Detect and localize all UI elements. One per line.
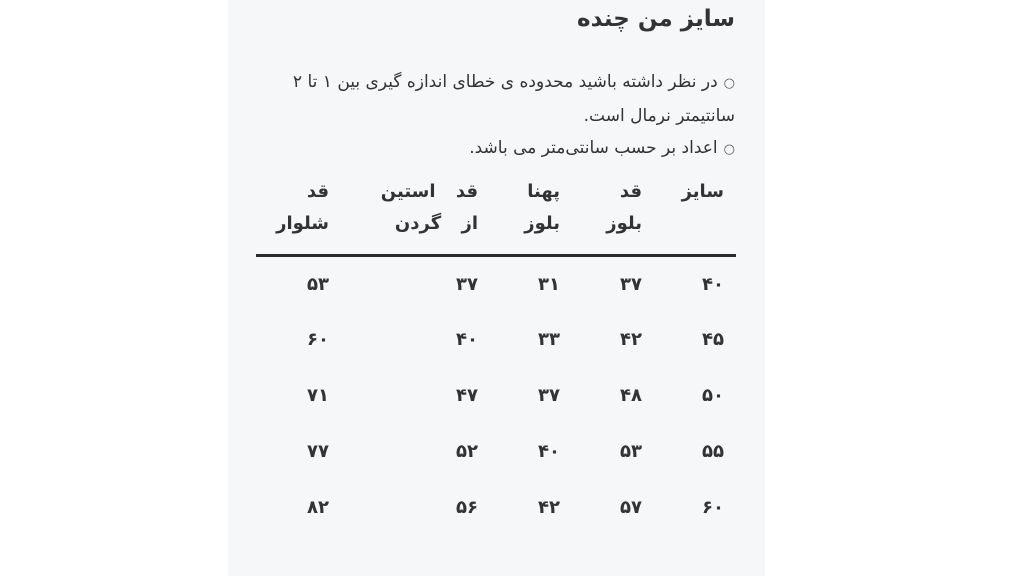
cell-blouse-width: ۴۰ bbox=[538, 440, 560, 462]
cell-blouse-length: ۵۳ bbox=[620, 440, 642, 462]
table-row bbox=[256, 367, 736, 423]
header-sleeve-length: قد استین از گردن bbox=[341, 172, 490, 256]
cell-blouse-length: ۴۸ bbox=[620, 384, 642, 406]
cell-sleeve-length: ۵۲ bbox=[456, 440, 478, 462]
cell-blouse-length: ۵۷ bbox=[620, 496, 642, 518]
table-header-row bbox=[256, 172, 736, 256]
cell-size: ۶۰ bbox=[702, 496, 724, 518]
cell-blouse-width: ۳۳ bbox=[538, 328, 560, 350]
cell-blouse-width: ۴۲ bbox=[538, 496, 560, 518]
cell-blouse-width: ۳۷ bbox=[538, 384, 560, 406]
header-size: سایز bbox=[654, 172, 736, 256]
cell-sleeve-length: ۵۶ bbox=[456, 496, 478, 518]
cell-sleeve-length: ۳۷ bbox=[456, 273, 478, 295]
cell-blouse-width: ۳۱ bbox=[538, 273, 560, 295]
cell-size: ۴۰ bbox=[702, 273, 724, 295]
cell-blouse-length: ۳۷ bbox=[620, 273, 642, 295]
cell-pants-length: ۵۳ bbox=[307, 273, 329, 295]
cell-blouse-length: ۴۲ bbox=[620, 328, 642, 350]
table-row bbox=[256, 311, 736, 367]
header-blouse-length: قد بلوز bbox=[572, 172, 654, 256]
bullet-circle-icon: ○ bbox=[723, 76, 735, 91]
cell-size: ۵۰ bbox=[702, 384, 724, 406]
header-blouse-width: پهنا بلوز bbox=[490, 172, 572, 256]
size-table bbox=[256, 172, 736, 535]
header-pants-length: قد شلوار bbox=[256, 172, 341, 256]
note-item bbox=[255, 66, 735, 132]
bullet-circle-icon: ○ bbox=[723, 142, 735, 157]
cell-pants-length: ۷۷ bbox=[307, 440, 329, 462]
note-item bbox=[255, 132, 735, 166]
cell-sleeve-length: ۴۰ bbox=[456, 328, 478, 350]
cell-size: ۵۵ bbox=[702, 440, 724, 462]
cell-size: ۴۵ bbox=[702, 328, 724, 350]
notes-list bbox=[255, 66, 735, 166]
size-guide-panel bbox=[228, 0, 765, 576]
cell-pants-length: ۷۱ bbox=[307, 384, 329, 406]
table-row bbox=[256, 479, 736, 535]
note-text: اعداد بر حسب سانتی‌متر می باشد. bbox=[469, 138, 718, 158]
page-title: سایز من چنده bbox=[577, 6, 735, 32]
table-row bbox=[256, 256, 736, 312]
table-row bbox=[256, 423, 736, 479]
cell-sleeve-length: ۴۷ bbox=[456, 384, 478, 406]
note-text: در نظر داشته باشید محدوده ی خطای اندازه گیری بین ۱ تا ۲ سانتیمتر نرمال است. bbox=[292, 72, 735, 126]
cell-pants-length: ۸۲ bbox=[307, 496, 329, 518]
cell-pants-length: ۶۰ bbox=[307, 328, 329, 350]
